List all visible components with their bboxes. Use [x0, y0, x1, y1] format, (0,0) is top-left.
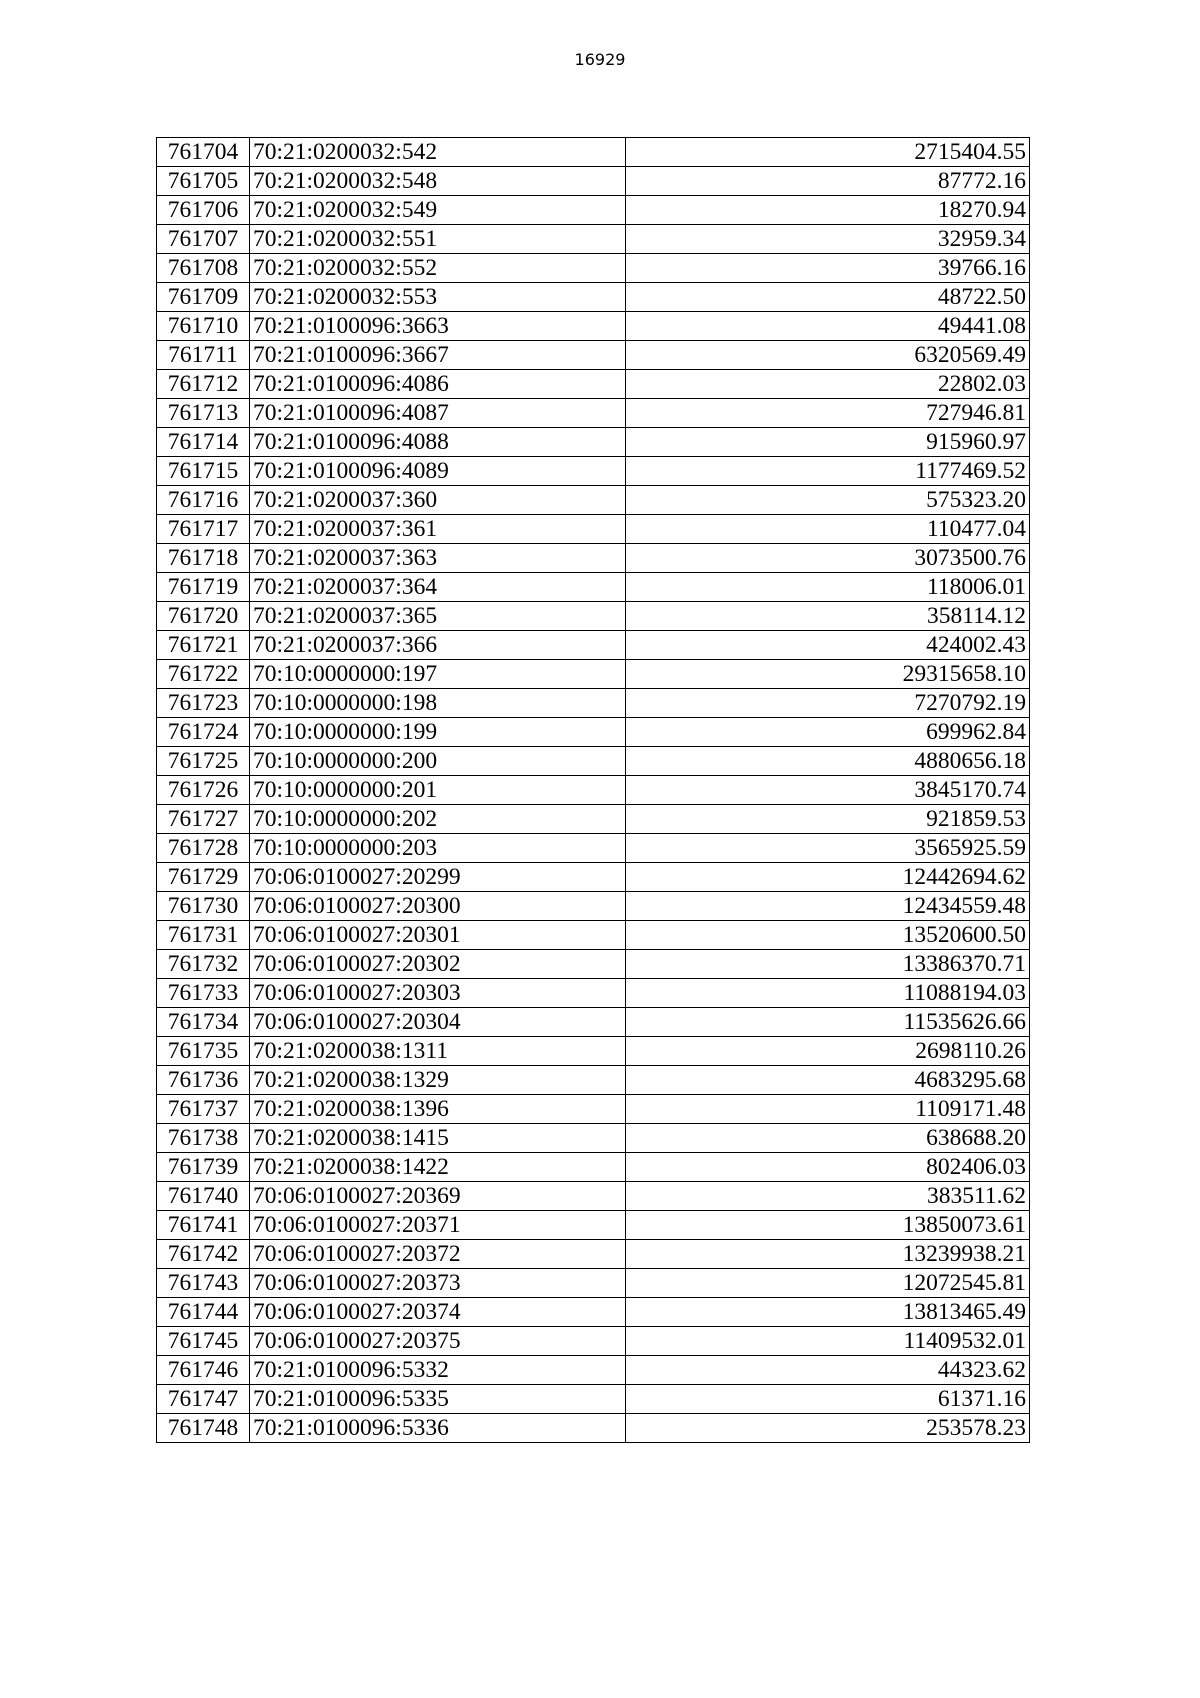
- table-row: [157, 805, 1030, 834]
- cadastral-number-cell: 70:06:0100027:20371: [250, 1211, 626, 1240]
- row-number-cell: 761741: [157, 1211, 250, 1240]
- cadastral-number-cell: 70:21:0200032:552: [250, 254, 626, 283]
- cadastral-number-cell: 70:21:0200038:1311: [250, 1037, 626, 1066]
- table-row: [157, 1124, 1030, 1153]
- cadastral-number-cell: 70:06:0100027:20374: [250, 1298, 626, 1327]
- table-row: [157, 457, 1030, 486]
- cadastral-value-cell: 48722.50: [626, 283, 1030, 312]
- row-number-cell: 761726: [157, 776, 250, 805]
- table-row: [157, 225, 1030, 254]
- row-number-cell: 761704: [157, 138, 250, 167]
- cadastral-value-cell: 4880656.18: [626, 747, 1030, 776]
- table-row: [157, 1414, 1030, 1443]
- cadastral-number-cell: 70:21:0200037:365: [250, 602, 626, 631]
- cadastral-number-cell: 70:10:0000000:201: [250, 776, 626, 805]
- table-row: [157, 950, 1030, 979]
- row-number-cell: 761738: [157, 1124, 250, 1153]
- row-number-cell: 761708: [157, 254, 250, 283]
- table-row: [157, 1182, 1030, 1211]
- cadastral-value-cell: 22802.03: [626, 370, 1030, 399]
- row-number-cell: 761720: [157, 602, 250, 631]
- table-row: [157, 399, 1030, 428]
- cadastral-value-cell: 699962.84: [626, 718, 1030, 747]
- row-number-cell: 761713: [157, 399, 250, 428]
- cadastral-number-cell: 70:06:0100027:20375: [250, 1327, 626, 1356]
- cadastral-value-cell: 29315658.10: [626, 660, 1030, 689]
- table-row: [157, 689, 1030, 718]
- cadastral-value-cell: 32959.34: [626, 225, 1030, 254]
- row-number-cell: 761715: [157, 457, 250, 486]
- cadastral-number-cell: 70:21:0200032:551: [250, 225, 626, 254]
- cadastral-value-cell: 13239938.21: [626, 1240, 1030, 1269]
- row-number-cell: 761709: [157, 283, 250, 312]
- table-row: [157, 863, 1030, 892]
- cadastral-value-cell: 1177469.52: [626, 457, 1030, 486]
- cadastral-number-cell: 70:21:0200037:364: [250, 573, 626, 602]
- cadastral-number-cell: 70:21:0200037:360: [250, 486, 626, 515]
- row-number-cell: 761712: [157, 370, 250, 399]
- cadastral-number-cell: 70:06:0100027:20372: [250, 1240, 626, 1269]
- row-number-cell: 761733: [157, 979, 250, 1008]
- table-row: [157, 1240, 1030, 1269]
- cadastral-value-cell: 44323.62: [626, 1356, 1030, 1385]
- cadastral-value-cell: 13813465.49: [626, 1298, 1030, 1327]
- cadastral-value-cell: 4683295.68: [626, 1066, 1030, 1095]
- table-row: [157, 486, 1030, 515]
- cadastral-value-cell: 11088194.03: [626, 979, 1030, 1008]
- table-row: [157, 1008, 1030, 1037]
- row-number-cell: 761737: [157, 1095, 250, 1124]
- cadastral-value-cell: 802406.03: [626, 1153, 1030, 1182]
- cadastral-value-cell: 18270.94: [626, 196, 1030, 225]
- table-row: [157, 312, 1030, 341]
- row-number-cell: 761746: [157, 1356, 250, 1385]
- cadastral-value-cell: 39766.16: [626, 254, 1030, 283]
- table-row: [157, 1298, 1030, 1327]
- cadastral-number-cell: 70:10:0000000:199: [250, 718, 626, 747]
- table-row: [157, 196, 1030, 225]
- cadastral-value-cell: 2698110.26: [626, 1037, 1030, 1066]
- row-number-cell: 761747: [157, 1385, 250, 1414]
- table-row: [157, 1211, 1030, 1240]
- cadastral-number-cell: 70:06:0100027:20369: [250, 1182, 626, 1211]
- row-number-cell: 761727: [157, 805, 250, 834]
- table-row: [157, 1269, 1030, 1298]
- cadastral-number-cell: 70:21:0200032:553: [250, 283, 626, 312]
- cadastral-number-cell: 70:21:0200032:542: [250, 138, 626, 167]
- row-number-cell: 761735: [157, 1037, 250, 1066]
- cadastral-number-cell: 70:21:0200037:361: [250, 515, 626, 544]
- table-row: [157, 660, 1030, 689]
- table-row: [157, 892, 1030, 921]
- table-row: [157, 1385, 1030, 1414]
- table-row: [157, 834, 1030, 863]
- cadastral-number-cell: 70:06:0100027:20301: [250, 921, 626, 950]
- cadastral-number-cell: 70:10:0000000:200: [250, 747, 626, 776]
- cadastral-value-cell: 87772.16: [626, 167, 1030, 196]
- table-row: [157, 1356, 1030, 1385]
- table-row: [157, 776, 1030, 805]
- table-row: [157, 631, 1030, 660]
- cadastral-value-cell: 358114.12: [626, 602, 1030, 631]
- cadastral-number-cell: 70:21:0200038:1422: [250, 1153, 626, 1182]
- cadastral-value-cell: 727946.81: [626, 399, 1030, 428]
- table-row: [157, 283, 1030, 312]
- cadastral-number-cell: 70:21:0100096:3663: [250, 312, 626, 341]
- row-number-cell: 761731: [157, 921, 250, 950]
- cadastral-value-cell: 3845170.74: [626, 776, 1030, 805]
- table-row: [157, 921, 1030, 950]
- cadastral-value-cell: 12434559.48: [626, 892, 1030, 921]
- table-row: [157, 1066, 1030, 1095]
- cadastral-value-cell: 49441.08: [626, 312, 1030, 341]
- cadastral-number-cell: 70:10:0000000:202: [250, 805, 626, 834]
- cadastral-number-cell: 70:06:0100027:20304: [250, 1008, 626, 1037]
- cadastral-value-cell: 921859.53: [626, 805, 1030, 834]
- cadastral-number-cell: 70:21:0200038:1329: [250, 1066, 626, 1095]
- table-row: [157, 718, 1030, 747]
- cadastral-number-cell: 70:21:0200038:1415: [250, 1124, 626, 1153]
- row-number-cell: 761748: [157, 1414, 250, 1443]
- cadastral-value-cell: 6320569.49: [626, 341, 1030, 370]
- row-number-cell: 761710: [157, 312, 250, 341]
- cadastral-value-cell: 12072545.81: [626, 1269, 1030, 1298]
- row-number-cell: 761732: [157, 950, 250, 979]
- cadastral-value-cell: 638688.20: [626, 1124, 1030, 1153]
- cadastral-value-cell: 424002.43: [626, 631, 1030, 660]
- row-number-cell: 761722: [157, 660, 250, 689]
- table-row: [157, 515, 1030, 544]
- table-row: [157, 1095, 1030, 1124]
- cadastral-value-cell: 1109171.48: [626, 1095, 1030, 1124]
- table-row: [157, 341, 1030, 370]
- row-number-cell: 761728: [157, 834, 250, 863]
- table-row: [157, 254, 1030, 283]
- cadastral-number-cell: 70:06:0100027:20299: [250, 863, 626, 892]
- row-number-cell: 761716: [157, 486, 250, 515]
- cadastral-value-cell: 61371.16: [626, 1385, 1030, 1414]
- cadastral-value-cell: 13386370.71: [626, 950, 1030, 979]
- row-number-cell: 761744: [157, 1298, 250, 1327]
- cadastral-number-cell: 70:21:0100096:4086: [250, 370, 626, 399]
- cadastral-number-cell: 70:21:0100096:4087: [250, 399, 626, 428]
- row-number-cell: 761719: [157, 573, 250, 602]
- cadastral-number-cell: 70:06:0100027:20302: [250, 950, 626, 979]
- cadastral-number-cell: 70:06:0100027:20373: [250, 1269, 626, 1298]
- table-row: [157, 1327, 1030, 1356]
- cadastral-value-cell: 7270792.19: [626, 689, 1030, 718]
- cadastral-value-cell: 11409532.01: [626, 1327, 1030, 1356]
- cadastral-value-cell: 13520600.50: [626, 921, 1030, 950]
- page-number: 16929: [574, 50, 626, 69]
- row-number-cell: 761705: [157, 167, 250, 196]
- cadastral-value-cell: 3565925.59: [626, 834, 1030, 863]
- cadastral-number-cell: 70:21:0100096:5332: [250, 1356, 626, 1385]
- table-body: [157, 138, 1030, 1443]
- cadastral-value-cell: 3073500.76: [626, 544, 1030, 573]
- cadastral-number-cell: 70:06:0100027:20303: [250, 979, 626, 1008]
- cadastral-value-cell: 11535626.66: [626, 1008, 1030, 1037]
- table-row: [157, 602, 1030, 631]
- cadastral-number-cell: 70:21:0200032:549: [250, 196, 626, 225]
- cadastral-value-cell: 915960.97: [626, 428, 1030, 457]
- table-row: [157, 1153, 1030, 1182]
- row-number-cell: 761711: [157, 341, 250, 370]
- row-number-cell: 761745: [157, 1327, 250, 1356]
- table-row: [157, 573, 1030, 602]
- table-row: [157, 370, 1030, 399]
- cadastral-number-cell: 70:21:0200037:366: [250, 631, 626, 660]
- cadastral-number-cell: 70:21:0100096:4089: [250, 457, 626, 486]
- row-number-cell: 761714: [157, 428, 250, 457]
- cadastral-number-cell: 70:10:0000000:203: [250, 834, 626, 863]
- row-number-cell: 761736: [157, 1066, 250, 1095]
- table-row: [157, 544, 1030, 573]
- cadastral-number-cell: 70:06:0100027:20300: [250, 892, 626, 921]
- cadastral-value-cell: 110477.04: [626, 515, 1030, 544]
- cadastral-value-cell: 13850073.61: [626, 1211, 1030, 1240]
- cadastral-number-cell: 70:10:0000000:198: [250, 689, 626, 718]
- table-row: [157, 428, 1030, 457]
- row-number-cell: 761717: [157, 515, 250, 544]
- row-number-cell: 761723: [157, 689, 250, 718]
- cadastral-number-cell: 70:21:0100096:3667: [250, 341, 626, 370]
- row-number-cell: 761743: [157, 1269, 250, 1298]
- cadastral-number-cell: 70:21:0100096:4088: [250, 428, 626, 457]
- row-number-cell: 761730: [157, 892, 250, 921]
- cadastral-value-cell: 118006.01: [626, 573, 1030, 602]
- row-number-cell: 761740: [157, 1182, 250, 1211]
- cadastral-value-cell: 575323.20: [626, 486, 1030, 515]
- row-number-cell: 761739: [157, 1153, 250, 1182]
- cadastral-number-cell: 70:21:0200038:1396: [250, 1095, 626, 1124]
- cadastral-number-cell: 70:21:0200037:363: [250, 544, 626, 573]
- row-number-cell: 761707: [157, 225, 250, 254]
- table-row: [157, 167, 1030, 196]
- table-row: [157, 138, 1030, 167]
- row-number-cell: 761725: [157, 747, 250, 776]
- row-number-cell: 761718: [157, 544, 250, 573]
- cadastral-number-cell: 70:21:0100096:5336: [250, 1414, 626, 1443]
- cadastral-value-cell: 253578.23: [626, 1414, 1030, 1443]
- cadastral-value-cell: 12442694.62: [626, 863, 1030, 892]
- table-row: [157, 979, 1030, 1008]
- table-row: [157, 747, 1030, 776]
- row-number-cell: 761706: [157, 196, 250, 225]
- cadastral-number-cell: 70:21:0200032:548: [250, 167, 626, 196]
- cadastral-number-cell: 70:10:0000000:197: [250, 660, 626, 689]
- table-row: [157, 1037, 1030, 1066]
- cadastral-number-cell: 70:21:0100096:5335: [250, 1385, 626, 1414]
- cadastral-value-cell: 383511.62: [626, 1182, 1030, 1211]
- row-number-cell: 761734: [157, 1008, 250, 1037]
- cadastral-value-table: [156, 137, 1030, 1443]
- row-number-cell: 761742: [157, 1240, 250, 1269]
- row-number-cell: 761721: [157, 631, 250, 660]
- row-number-cell: 761729: [157, 863, 250, 892]
- row-number-cell: 761724: [157, 718, 250, 747]
- cadastral-value-cell: 2715404.55: [626, 138, 1030, 167]
